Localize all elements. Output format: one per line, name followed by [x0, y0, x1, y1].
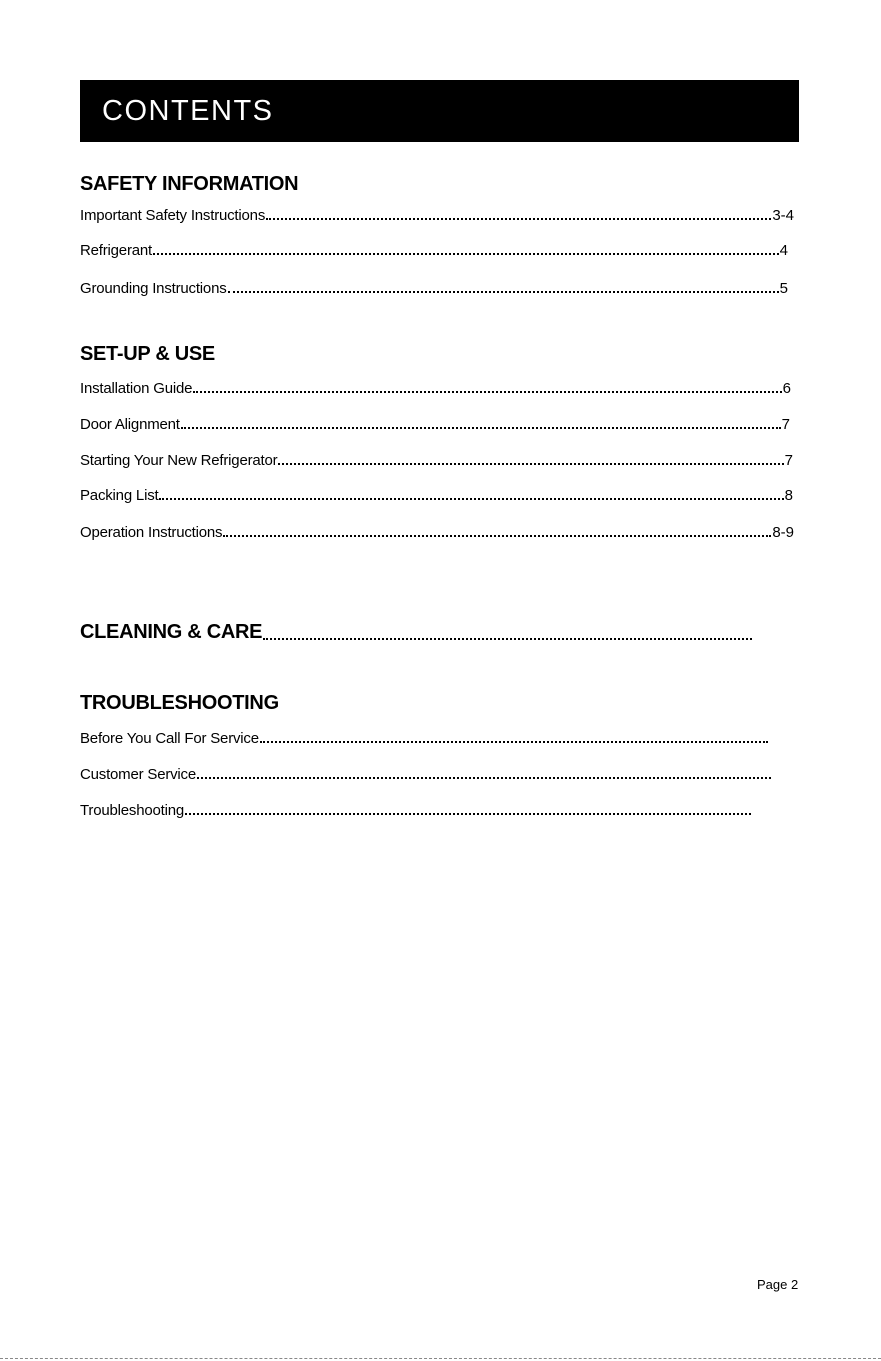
toc-entry-label: Starting Your New Refrigerator: [80, 452, 278, 469]
dot-leader: [185, 812, 751, 815]
toc-entry-page: 8-9: [772, 524, 794, 541]
toc-entry-door-alignment[interactable]: [80, 413, 790, 433]
toc-entry-troubleshooting[interactable]: [80, 799, 752, 819]
dot-leader: [263, 637, 752, 640]
toc-entry-packing-list[interactable]: [80, 484, 793, 504]
dot-leader: [197, 776, 771, 779]
toc-entry-page: 3-4: [772, 207, 794, 224]
toc-entry-before-you-call[interactable]: [80, 727, 769, 747]
toc-entry-label: Important Safety Instructions: [80, 207, 266, 224]
toc-entry-cleaning-care[interactable]: [80, 620, 752, 644]
dot-leader: [153, 252, 779, 255]
toc-entry-label: Grounding Instructions: [80, 280, 227, 297]
section-heading-safety: SAFETY INFORMATION: [80, 173, 299, 195]
toc-entry-label: Customer Service: [80, 766, 197, 783]
toc-entry-grounding[interactable]: [80, 277, 788, 297]
toc-entry-label: Operation Instructions: [80, 524, 223, 541]
toc-entry-page: 4: [779, 242, 788, 259]
toc-entry-operation[interactable]: [80, 521, 794, 541]
contents-banner: [80, 80, 799, 142]
toc-entry-refrigerant[interactable]: [80, 239, 788, 259]
dot-leader: [223, 534, 771, 537]
toc-entry-label: Troubleshooting: [80, 802, 185, 819]
toc-entry-page: 7: [784, 452, 793, 469]
page-title: CONTENTS: [102, 94, 274, 127]
toc-entry-page: 8: [784, 487, 793, 504]
dot-leader: [159, 497, 783, 500]
dot-leader: [266, 217, 771, 220]
page-bottom-border: [0, 1358, 881, 1359]
toc-entry-customer-service[interactable]: [80, 763, 772, 783]
dot-leader: [228, 290, 779, 293]
section-heading-setup: SET-UP & USE: [80, 343, 215, 365]
toc-entry-page: 6: [782, 380, 791, 397]
dot-leader: [181, 426, 781, 429]
toc-entry-label: Refrigerant: [80, 242, 153, 259]
toc-entry-installation[interactable]: [80, 377, 791, 397]
section-heading-troubleshooting: TROUBLESHOOTING: [80, 692, 279, 714]
dot-leader: [193, 390, 781, 393]
toc-entry-label: Packing List: [80, 487, 159, 504]
dot-leader: [260, 740, 768, 743]
toc-entry-page: 7: [781, 416, 790, 433]
toc-entry-label: Installation Guide: [80, 380, 193, 397]
toc-entry-starting[interactable]: [80, 449, 793, 469]
dot-leader: [278, 462, 783, 465]
toc-entry-label: Door Alignment: [80, 416, 180, 433]
toc-entry-label: Before You Call For Service: [80, 730, 259, 747]
section-heading-cleaning: CLEANING & CARE: [80, 621, 263, 643]
toc-entry-important-safety[interactable]: [80, 204, 794, 224]
toc-entry-page: 5: [779, 280, 788, 297]
page-number: Page 2: [757, 1277, 799, 1292]
